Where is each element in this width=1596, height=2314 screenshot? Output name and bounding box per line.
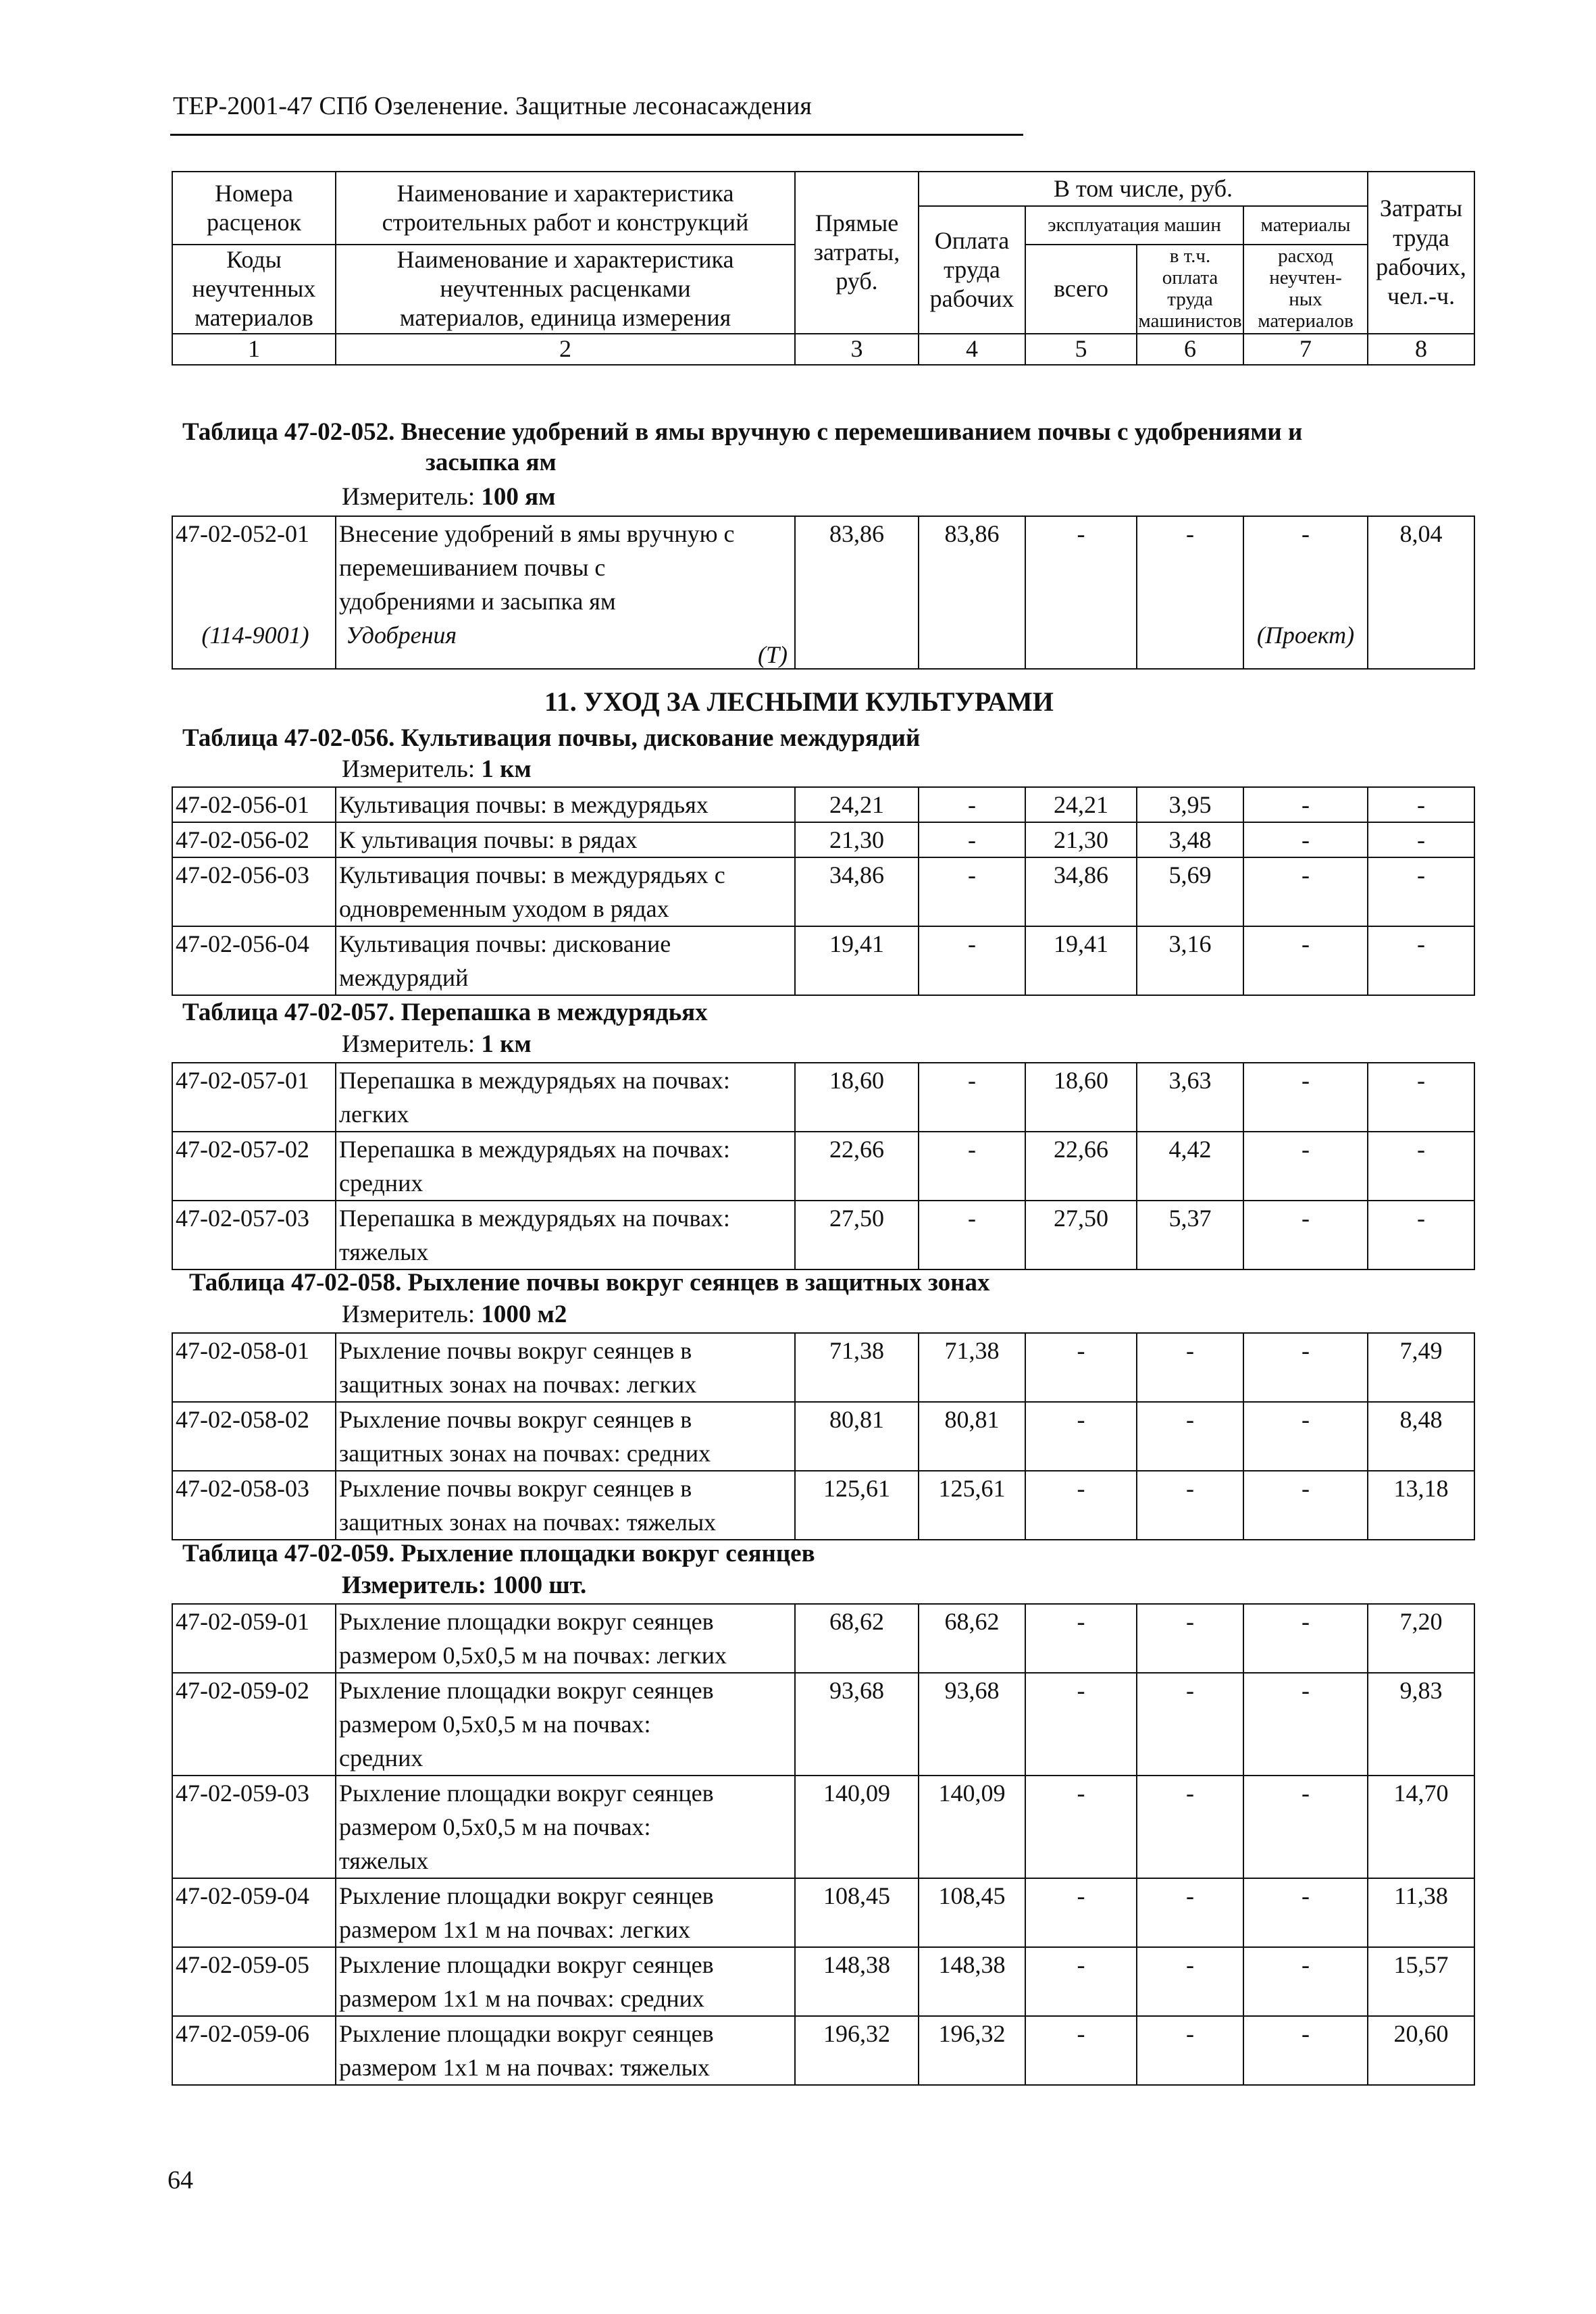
- col2-bottom-header: Наименование и характеристика неучтенных расценками материалов, единица измерения: [336, 245, 795, 334]
- machines-total: -: [1025, 2016, 1137, 2085]
- rate-name-line: Рыхление почвы вокруг сеянцев в: [339, 1337, 692, 1364]
- materials-use: -: [1243, 1132, 1368, 1201]
- materials-use: -: [1243, 1471, 1368, 1540]
- rate-name-line: Рыхление площадки вокруг сеянцев: [339, 1882, 714, 1909]
- direct-cost: 18,60: [795, 1063, 919, 1132]
- labor-hours: -: [1368, 787, 1474, 822]
- machinist-pay: -: [1137, 1947, 1243, 2016]
- col-number: 1: [172, 334, 336, 365]
- material-type-mark: (Т): [758, 641, 788, 668]
- chapter-heading: 11. УХОД ЗА ЛЕСНЫМИ КУЛЬТУРАМИ: [544, 686, 1054, 717]
- machines-total: -: [1025, 1878, 1137, 1947]
- labor-pay: 148,38: [919, 1947, 1025, 2016]
- col6-header: в т.ч. оплата труда машинистов: [1137, 245, 1243, 334]
- labor-pay: 93,68: [919, 1673, 1025, 1776]
- machinist-pay: 4,42: [1137, 1132, 1243, 1201]
- rate-name-line: Перепашка в междурядьях на почвах:: [339, 1205, 730, 1232]
- table-row: [172, 516, 1474, 618]
- machinist-pay: 3,63: [1137, 1063, 1243, 1132]
- machines-total: 24,21: [1025, 787, 1137, 822]
- direct-cost: 24,21: [795, 787, 919, 822]
- materials-use: -: [1243, 787, 1368, 822]
- rate-name-line: средних: [339, 1169, 423, 1197]
- rate-code: 47-02-057-01: [172, 1063, 336, 1132]
- machines-total: -: [1025, 1471, 1137, 1540]
- labor-hours: -: [1368, 1063, 1474, 1132]
- rate-code: 47-02-059-06: [172, 2016, 336, 2085]
- rate-name-line: тяжелых: [339, 1847, 429, 1874]
- materials-use: -: [1243, 2016, 1368, 2085]
- rate-name: [336, 787, 795, 822]
- rate-name: [336, 1402, 795, 1471]
- table-row: [172, 1132, 1474, 1201]
- materials-use: -: [1243, 926, 1368, 995]
- labor-pay: -: [919, 1063, 1025, 1132]
- materials-use: -: [1243, 1673, 1368, 1776]
- labor-hours: 14,70: [1368, 1776, 1474, 1878]
- materials-use: -: [1243, 1063, 1368, 1132]
- machines-total: -: [1025, 1947, 1137, 2016]
- labor-hours: -: [1368, 1132, 1474, 1201]
- rate-code: 47-02-058-01: [172, 1333, 336, 1402]
- labor-pay: 140,09: [919, 1776, 1025, 1878]
- rate-name: [336, 1604, 795, 1673]
- labor-hours: -: [1368, 1201, 1474, 1269]
- direct-cost: 71,38: [795, 1333, 919, 1402]
- rate-code: 47-02-056-04: [172, 926, 336, 995]
- rate-name-line: защитных зонах на почвах: средних: [339, 1440, 711, 1467]
- labor-pay: 80,81: [919, 1402, 1025, 1471]
- table-row: [172, 857, 1474, 926]
- rate-name-line: Культивация почвы: в междурядьях: [339, 791, 709, 818]
- rate-name-line: размером 0,5x0,5 м на почвах:: [339, 1813, 651, 1840]
- rate-name-line: Рыхление площадки вокруг сеянцев: [339, 2020, 714, 2047]
- materials-use: -: [1243, 516, 1368, 618]
- machines-total: -: [1025, 516, 1137, 669]
- direct-cost: 21,30: [795, 822, 919, 857]
- rate-name-line: одновременным уходом в рядах: [339, 895, 669, 922]
- rate-name-line: легких: [339, 1101, 409, 1128]
- table-057-title: Таблица 47-02-057. Перепашка в междурядьях: [182, 999, 708, 1026]
- labor-pay: -: [919, 787, 1025, 822]
- machinist-pay: -: [1137, 1471, 1243, 1540]
- direct-cost: 22,66: [795, 1132, 919, 1201]
- table-052: [172, 515, 1475, 670]
- direct-cost: 34,86: [795, 857, 919, 926]
- col5-header: всего: [1025, 245, 1137, 334]
- machinist-pay: 5,37: [1137, 1201, 1243, 1269]
- rate-code: 47-02-052-01: [172, 516, 336, 618]
- table-058-title: Таблица 47-02-058. Рыхление почвы вокруг сеянцев в защитных зонах: [189, 1269, 990, 1297]
- machinist-pay: -: [1137, 1402, 1243, 1471]
- col-number: 3: [795, 334, 919, 365]
- labor-pay: 196,32: [919, 2016, 1025, 2085]
- table-056-title: Таблица 47-02-056. Культивация почвы, дискование междурядий: [182, 724, 921, 752]
- rate-name-line: тяжелых: [339, 1238, 429, 1265]
- labor-hours: 7,49: [1368, 1333, 1474, 1402]
- table-row: [172, 1063, 1474, 1132]
- table-052-meter: Измеритель: 100 ям: [342, 483, 556, 511]
- materials-use: -: [1243, 1878, 1368, 1947]
- machinist-pay: 3,48: [1137, 822, 1243, 857]
- rate-name: [336, 1776, 795, 1878]
- rate-code: 47-02-059-03: [172, 1776, 336, 1878]
- col2-top-header: Наименование и характеристика строительных работ и конструкций: [336, 172, 795, 245]
- table-057-meter: Измеритель: 1 км: [342, 1030, 532, 1058]
- table-row: [172, 1201, 1474, 1269]
- rate-name: [336, 1333, 795, 1402]
- table-058: [172, 1332, 1475, 1540]
- direct-cost: 83,86: [795, 516, 919, 669]
- rate-code: 47-02-058-02: [172, 1402, 336, 1471]
- machinist-pay: -: [1137, 2016, 1243, 2085]
- rate-name-line: Культивация почвы: дискование: [339, 930, 671, 957]
- labor-hours: 8,48: [1368, 1402, 1474, 1471]
- table-row: [172, 822, 1474, 857]
- labor-pay: -: [919, 857, 1025, 926]
- material-name: Удобрения (Т): [336, 618, 795, 669]
- labor-hours: -: [1368, 926, 1474, 995]
- labor-pay: -: [919, 822, 1025, 857]
- machinist-pay: -: [1137, 1333, 1243, 1402]
- rate-code: 47-02-059-01: [172, 1604, 336, 1673]
- running-header: ТЕР-2001-47 СПб Озеленение. Защитные лесонасаждения: [173, 92, 812, 120]
- col1-top-header: Номера расценок: [172, 172, 336, 245]
- table-row: [172, 2016, 1474, 2085]
- rate-code: 47-02-057-02: [172, 1132, 336, 1201]
- table-row: [172, 1878, 1474, 1947]
- labor-pay: -: [919, 1132, 1025, 1201]
- col1-bottom-header: Коды неучтенных материалов: [172, 245, 336, 334]
- labor-pay: -: [919, 926, 1025, 995]
- materials-use: -: [1243, 1333, 1368, 1402]
- labor-pay: 68,62: [919, 1604, 1025, 1673]
- header-rule: [170, 134, 1023, 136]
- rate-name-line: Рыхление площадки вокруг сеянцев: [339, 1951, 714, 1978]
- rate-name-line: размером 0,5x0,5 м на почвах:: [339, 1711, 651, 1738]
- rate-name-line: Рыхление площадки вокруг сеянцев: [339, 1780, 714, 1807]
- rate-name-line: междурядий: [339, 964, 469, 991]
- rate-name: [336, 2016, 795, 2085]
- col-number: 4: [919, 334, 1025, 365]
- labor-hours: 7,20: [1368, 1604, 1474, 1673]
- materials-use: -: [1243, 857, 1368, 926]
- direct-cost: 148,38: [795, 1947, 919, 2016]
- table-052-title: Таблица 47-02-052. Внесение удобрений в ямы вручную с перемешиванием почвы с удобрениями и засыпка ям: [182, 418, 1303, 477]
- direct-cost: 140,09: [795, 1776, 919, 1878]
- rate-name: [336, 1063, 795, 1132]
- table-059-title: Таблица 47-02-059. Рыхление площадки вокруг сеянцев: [182, 1540, 815, 1567]
- machines-total: 22,66: [1025, 1132, 1137, 1201]
- table-row: [172, 1402, 1474, 1471]
- rate-code: 47-02-059-05: [172, 1947, 336, 2016]
- rate-code: 47-02-059-04: [172, 1878, 336, 1947]
- machines-total: -: [1025, 1604, 1137, 1673]
- col-number: 7: [1243, 334, 1368, 365]
- machines-total: -: [1025, 1776, 1137, 1878]
- rate-name-line: К ультивация почвы: в рядах: [339, 826, 638, 853]
- table-row: [172, 926, 1474, 995]
- labor-hours: -: [1368, 822, 1474, 857]
- labor-hours: 13,18: [1368, 1471, 1474, 1540]
- rate-name-line: Рыхление площадки вокруг сеянцев: [339, 1608, 714, 1635]
- labor-pay: 71,38: [919, 1333, 1025, 1402]
- labor-pay: 83,86: [919, 516, 1025, 669]
- rate-code: 47-02-056-03: [172, 857, 336, 926]
- materials-use: -: [1243, 1402, 1368, 1471]
- machinist-pay: -: [1137, 1878, 1243, 1947]
- machinist-pay: 3,16: [1137, 926, 1243, 995]
- rate-name-line: размером 1x1 м на почвах: легких: [339, 1916, 690, 1943]
- rate-name: Внесение удобрений в ямы вручную с перемешиванием почвы с удобрениями и засыпка ям: [336, 516, 795, 618]
- machinist-pay: -: [1137, 516, 1243, 669]
- rate-name: [336, 1471, 795, 1540]
- table-057: [172, 1062, 1475, 1270]
- direct-cost: 125,61: [795, 1471, 919, 1540]
- rate-name-line: Рыхление почвы вокруг сеянцев в: [339, 1406, 692, 1433]
- rate-code: 47-02-056-01: [172, 787, 336, 822]
- rate-name: [336, 1947, 795, 2016]
- rate-name: [336, 926, 795, 995]
- labor-pay: 108,45: [919, 1878, 1025, 1947]
- rate-name: [336, 1878, 795, 1947]
- col8-header: Затраты труда рабочих, чел.-ч.: [1368, 172, 1474, 334]
- table-056: [172, 786, 1475, 996]
- machines-total: 34,86: [1025, 857, 1137, 926]
- machines-total: -: [1025, 1333, 1137, 1402]
- machinist-pay: -: [1137, 1604, 1243, 1673]
- table-row: [172, 1947, 1474, 2016]
- col7-header: расход неучтен- ных материалов: [1243, 245, 1368, 334]
- col-number: 6: [1137, 334, 1243, 365]
- materials-use: -: [1243, 1201, 1368, 1269]
- labor-hours: 11,38: [1368, 1878, 1474, 1947]
- labor-pay: 125,61: [919, 1471, 1025, 1540]
- direct-cost: 19,41: [795, 926, 919, 995]
- rate-name-line: средних: [339, 1744, 423, 1771]
- rate-code: 47-02-057-03: [172, 1201, 336, 1269]
- machines-header: эксплуатация машин: [1025, 206, 1243, 245]
- table-row: [172, 1604, 1474, 1673]
- direct-cost: 80,81: [795, 1402, 919, 1471]
- table-056-meter: Измеритель: 1 км: [342, 755, 532, 783]
- materials-header: материалы: [1243, 206, 1368, 245]
- rate-name-line: Культивация почвы: в междурядьях с: [339, 861, 725, 888]
- materials-use: -: [1243, 822, 1368, 857]
- machines-total: 18,60: [1025, 1063, 1137, 1132]
- page-number: 64: [168, 2166, 193, 2194]
- labor-hours: -: [1368, 857, 1474, 926]
- rate-name-line: Перепашка в междурядьях на почвах:: [339, 1067, 730, 1094]
- col-number: 8: [1368, 334, 1474, 365]
- machinist-pay: -: [1137, 1776, 1243, 1878]
- labor-hours: 8,04: [1368, 516, 1474, 669]
- rate-code: 47-02-058-03: [172, 1471, 336, 1540]
- labor-hours: 9,83: [1368, 1673, 1474, 1776]
- rate-name: [336, 1132, 795, 1201]
- machines-total: -: [1025, 1402, 1137, 1471]
- labor-hours: 20,60: [1368, 2016, 1474, 2085]
- column-header-table: [172, 171, 1475, 366]
- machines-total: 19,41: [1025, 926, 1137, 995]
- table-058-meter: Измеритель: 1000 м2: [342, 1301, 567, 1328]
- rate-name-line: размером 0,5x0,5 м на почвах: легких: [339, 1642, 727, 1669]
- col4-header: Оплата труда рабочих: [919, 206, 1025, 334]
- materials-use: -: [1243, 1776, 1368, 1878]
- materials-use: -: [1243, 1947, 1368, 2016]
- rate-name: [336, 857, 795, 926]
- rate-code: 47-02-056-02: [172, 822, 336, 857]
- col-number: 2: [336, 334, 795, 365]
- material-code: (114-9001): [172, 618, 336, 669]
- direct-cost: 108,45: [795, 1878, 919, 1947]
- rate-name-line: размером 1x1 м на почвах: средних: [339, 1985, 704, 2012]
- table-row: [172, 787, 1474, 822]
- rate-name-line: защитных зонах на почвах: легких: [339, 1371, 697, 1398]
- machines-total: -: [1025, 1673, 1137, 1776]
- table-row: [172, 1776, 1474, 1878]
- machines-total: 21,30: [1025, 822, 1137, 857]
- rate-code: 47-02-059-02: [172, 1673, 336, 1776]
- rate-name: [336, 822, 795, 857]
- machinist-pay: 3,95: [1137, 787, 1243, 822]
- material-note: (Проект): [1243, 618, 1368, 669]
- table-row: [172, 1333, 1474, 1402]
- labor-hours: 15,57: [1368, 1947, 1474, 2016]
- labor-pay: -: [919, 1201, 1025, 1269]
- direct-cost: 68,62: [795, 1604, 919, 1673]
- rate-name-line: Перепашка в междурядьях на почвах:: [339, 1136, 730, 1163]
- included-group-header: В том числе, руб.: [919, 172, 1368, 206]
- machines-total: 27,50: [1025, 1201, 1137, 1269]
- rate-name-line: защитных зонах на почвах: тяжелых: [339, 1509, 717, 1536]
- direct-cost: 93,68: [795, 1673, 919, 1776]
- table-row: [172, 1471, 1474, 1540]
- rate-name-line: Рыхление площадки вокруг сеянцев: [339, 1677, 714, 1704]
- direct-cost: 196,32: [795, 2016, 919, 2085]
- col3-header: Прямые затраты, руб.: [795, 172, 919, 334]
- table-059: [172, 1603, 1475, 2086]
- col-number: 5: [1025, 334, 1137, 365]
- materials-use: -: [1243, 1604, 1368, 1673]
- table-059-meter: Измеритель: 1000 шт.: [342, 1571, 587, 1599]
- direct-cost: 27,50: [795, 1201, 919, 1269]
- machinist-pay: 5,69: [1137, 857, 1243, 926]
- rate-name: [336, 1673, 795, 1776]
- rate-name-line: Рыхление почвы вокруг сеянцев в: [339, 1475, 692, 1502]
- machinist-pay: -: [1137, 1673, 1243, 1776]
- rate-name: [336, 1201, 795, 1269]
- table-row: [172, 1673, 1474, 1776]
- rate-name-line: размером 1x1 м на почвах: тяжелых: [339, 2054, 710, 2081]
